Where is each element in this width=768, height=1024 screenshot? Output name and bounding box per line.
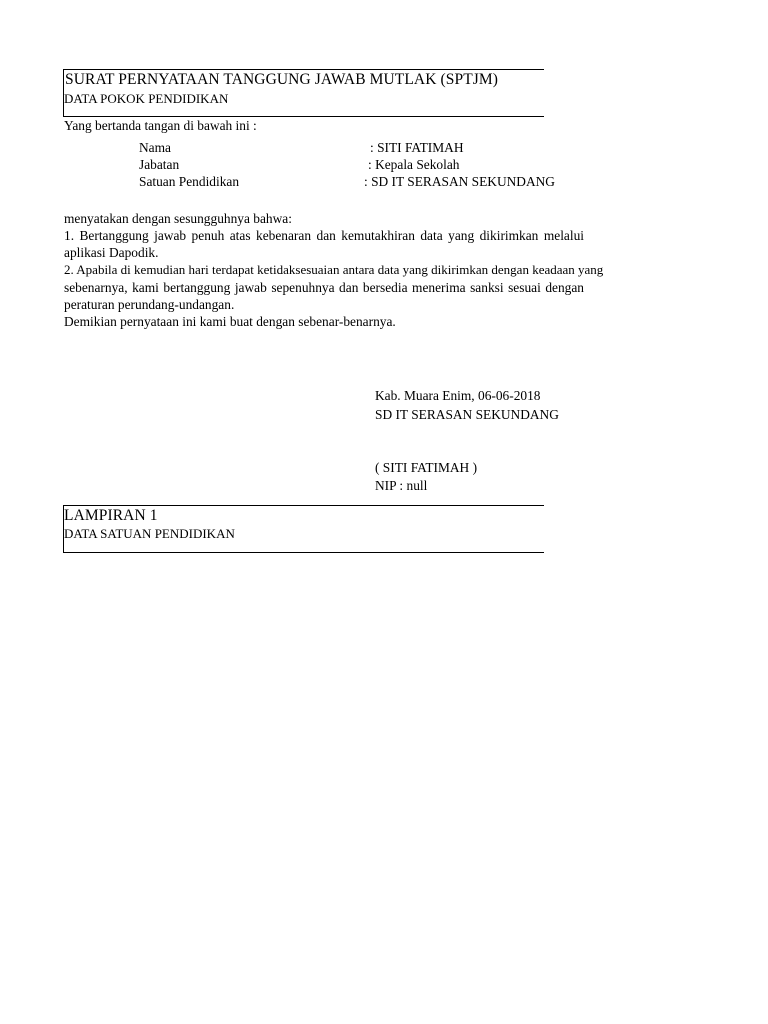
signature-nip: NIP : null	[375, 478, 428, 493]
statement-point2-line1: 2. Apabila di kemudian hari terdapat ketidaksesuaian antara data yang dikirimkan dengan keadaan yang	[64, 262, 604, 277]
field-label-jabatan: Jabatan	[139, 157, 180, 172]
field-label-nama: Nama	[139, 140, 171, 155]
signature-school: SD IT SERASAN SEKUNDANG	[375, 407, 559, 422]
statement-point1-line2: aplikasi Dapodik.	[64, 245, 159, 260]
intro-text: Yang bertanda tangan di bawah ini :	[64, 118, 257, 133]
statement-opening: menyatakan dengan sesungguhnya bahwa:	[64, 211, 292, 226]
signature-name: ( SITI FATIMAH )	[375, 460, 478, 475]
statement-closing: Demikian pernyataan ini kami buat dengan sebenar-benarnya.	[64, 314, 396, 329]
document-title: SURAT PERNYATAAN TANGGUNG JAWAB MUTLAK (SPTJM)	[65, 71, 499, 88]
field-value-jabatan: : Kepala Sekolah	[368, 157, 460, 172]
signature-place-date: Kab. Muara Enim, 06-06-2018	[375, 388, 541, 403]
document-subtitle: DATA POKOK PENDIDIKAN	[64, 91, 229, 106]
field-label-satuan-pendidikan: Satuan Pendidikan	[139, 174, 240, 189]
field-value-satuan-pendidikan: : SD IT SERASAN SEKUNDANG	[364, 174, 555, 189]
statement-point1-line1: 1. Bertanggung jawab penuh atas kebenaran dan kemutakhiran data yang dikirimkan melalui	[64, 228, 584, 243]
field-value-nama: : SITI FATIMAH	[370, 140, 464, 155]
lampiran-title: LAMPIRAN 1	[64, 507, 158, 524]
statement-point2-line3: peraturan perundang-undangan.	[64, 297, 235, 312]
lampiran-subtitle: DATA SATUAN PENDIDIKAN	[64, 526, 235, 541]
statement-point2-line2: sebenarnya, kami bertanggung jawab sepenuhnya dan bersedia menerima sanksi sesuai dengan	[64, 280, 584, 295]
